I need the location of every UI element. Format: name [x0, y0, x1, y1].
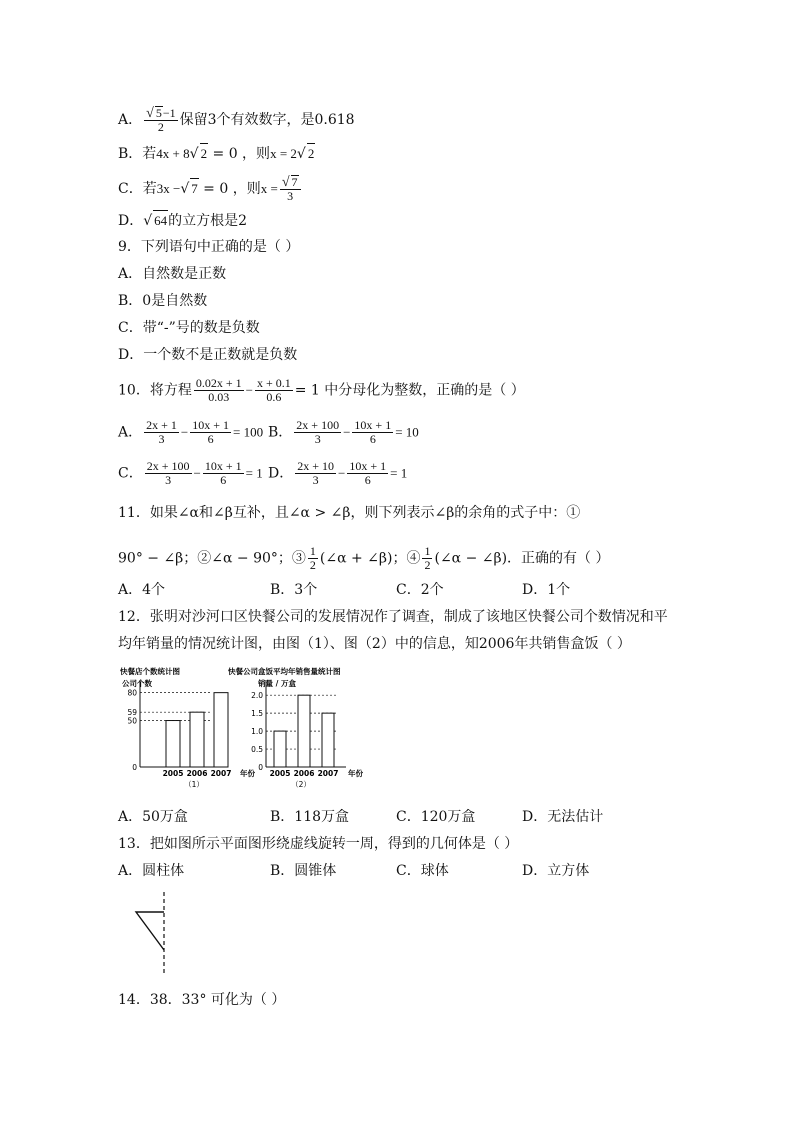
- x-axis-label: 年份: [348, 769, 363, 778]
- q10-b-frac-1: $\frac{2x + 100}{3}$: [296, 418, 340, 446]
- q9-option-d: D．一个数不是正数就是负数: [118, 347, 298, 363]
- q12-option-d: D．无法估计: [522, 809, 604, 825]
- q10-option-d: D． $\frac{2x + 10}{3}$ − $\frac{10x + 1}{6}$ = 1: [268, 459, 408, 487]
- q10-a-frac-1: $\frac{2x + 1}{3}$: [146, 418, 177, 446]
- q14-stem: 14．38．33° 可化为（ ）: [118, 992, 286, 1008]
- bar: [274, 731, 286, 767]
- q13-option-c: C．球体: [396, 863, 449, 879]
- q13-stem: 13．把如图所示平面图形绕虚线旋转一周，得到的几何体是（ ）: [118, 836, 519, 852]
- q11-half-2: $\frac{1}{2}$: [424, 544, 431, 572]
- q13-option-b: B．圆锥体: [270, 863, 337, 879]
- x-tick-label: 2005: [162, 769, 184, 778]
- q8-option-c: C．若3x −√ 7 = 0 ，则x = $\frac{√ 7}{3}$: [118, 175, 303, 203]
- q10-b-frac-2: $\frac{10x + 1}{6}$: [354, 418, 392, 446]
- q13-option-d: D．立方体: [522, 863, 590, 879]
- q11-expressions: 90° − ∠β；②∠α − 90°；③ $\frac{1}{2}$ (∠α + ∠β)；④ $\frac{1}{2}$ (∠α − ∠β)．正确的有（ ）: [118, 544, 610, 572]
- y-tick-label: 80: [127, 688, 137, 698]
- q10-fraction-2: $\frac{x + 0.1}{0.6}$: [256, 376, 291, 404]
- chart-title: 快餐店个数统计图: [120, 667, 180, 676]
- y-tick-label: 2.0: [251, 691, 263, 701]
- y-tick-label: 50: [127, 716, 137, 726]
- q8-option-d: D．√ 64的立方根是2: [118, 210, 247, 231]
- x-tick-label: 2005: [269, 769, 291, 778]
- q11-option-b: B．3个: [270, 582, 318, 598]
- q10-option-c: C． $\frac{2x + 100}{3}$ − $\frac{10x + 1}{6}$ = 1: [118, 459, 263, 487]
- y-tick-label: 59: [127, 708, 137, 718]
- q11-stem: 11．如果∠α和∠β互补，且∠α > ∠β，则下列表示∠β的余角的式子中：①: [118, 505, 581, 521]
- q9-option-a: A．自然数是正数: [118, 266, 227, 282]
- y-axis-label: 销量 / 万盒: [258, 679, 296, 688]
- q9-option-b: B．0是自然数: [118, 293, 208, 309]
- y-tick-label: 0.5: [251, 745, 263, 755]
- q8-option-a: A． $\frac{√ 5-1}{2}$ 保留3个有效数字，是0.618: [118, 106, 355, 134]
- q12-option-a: A．50万盒: [118, 809, 188, 825]
- bar: [322, 713, 334, 767]
- y-tick-label: 0: [132, 763, 137, 772]
- chart-title: 快餐公司盒饭平均年销售量统计图: [228, 667, 341, 676]
- q12-charts: [120, 664, 380, 794]
- x-tick-label: 2007: [317, 769, 339, 778]
- bar: [190, 712, 204, 767]
- q10-option-b: B． $\frac{2x + 100}{3}$ − $\frac{10x + 1}{6}$ = 10: [268, 418, 419, 446]
- y-tick-label: 0: [258, 763, 263, 772]
- q8-a-fraction: $\frac{√ 5-1}{2}$: [146, 106, 176, 134]
- q11-option-a: A．4个: [118, 582, 166, 598]
- q10-d-frac-2: $\frac{10x + 1}{6}$: [349, 459, 387, 487]
- bar: [298, 695, 310, 767]
- q10-d-frac-1: $\frac{2x + 10}{3}$: [297, 459, 335, 487]
- x-axis-label: 年份: [240, 769, 255, 778]
- q9-stem: 9．下列语句中正确的是（ ）: [118, 239, 300, 255]
- q11-option-d: D．1个: [522, 582, 571, 598]
- q9-option-c: C．带“-”号的数是负数: [118, 320, 260, 336]
- q12-option-b: B．118万盒: [270, 809, 350, 825]
- q13-rotation-figure: [130, 890, 180, 980]
- y-tick-label: 1.5: [251, 709, 263, 719]
- q10-option-a: A． $\frac{2x + 1}{3}$ − $\frac{10x + 1}{6}$ = 100: [118, 418, 264, 446]
- chart-caption: （1）: [184, 780, 204, 789]
- q10-stem: 10．将方程 $\frac{0.02x + 1}{0.03}$ − $\frac{x + 0.1}{0.6}$ = 1 中分母化为整数，正确的是（ ）: [118, 376, 525, 404]
- y-tick-label: 1.0: [251, 727, 263, 737]
- triangle-shape: [136, 912, 164, 950]
- q13-option-a: A．圆柱体: [118, 863, 185, 879]
- bar: [166, 721, 180, 767]
- q12-option-c: C．120万盒: [396, 809, 476, 825]
- q12-stem-line-1: 12．张明对沙河口区快餐公司的发展情况作了调查，制成了该地区快餐公司个数情况和平: [118, 609, 668, 625]
- q10-c-frac-2: $\frac{10x + 1}{6}$: [204, 459, 242, 487]
- q12-stem-line-2: 均年销量的情况统计图，由图（1）、图（2）中的信息，知2006年共销售盒饭（ ）: [118, 636, 631, 652]
- x-tick-label: 2007: [210, 769, 232, 778]
- q10-c-frac-1: $\frac{2x + 100}{3}$: [146, 459, 190, 487]
- q10-fraction-1: $\frac{0.02x + 1}{0.03}$: [195, 376, 242, 404]
- q8-c-fraction: $\frac{√ 7}{3}$: [280, 175, 301, 203]
- y-axis-label: 公司个数: [122, 679, 152, 688]
- q11-option-c: C．2个: [396, 582, 444, 598]
- q10-a-frac-2: $\frac{10x + 1}{6}$: [192, 418, 230, 446]
- x-tick-label: 2006: [186, 769, 208, 778]
- x-tick-label: 2006: [293, 769, 315, 778]
- chart-caption: （2）: [291, 780, 311, 789]
- q8-option-b: B．若4x + 8√ 2 = 0 ，则x = 2√ 2: [118, 143, 315, 164]
- q11-half-1: $\frac{1}{2}$: [309, 544, 316, 572]
- bar: [214, 693, 228, 767]
